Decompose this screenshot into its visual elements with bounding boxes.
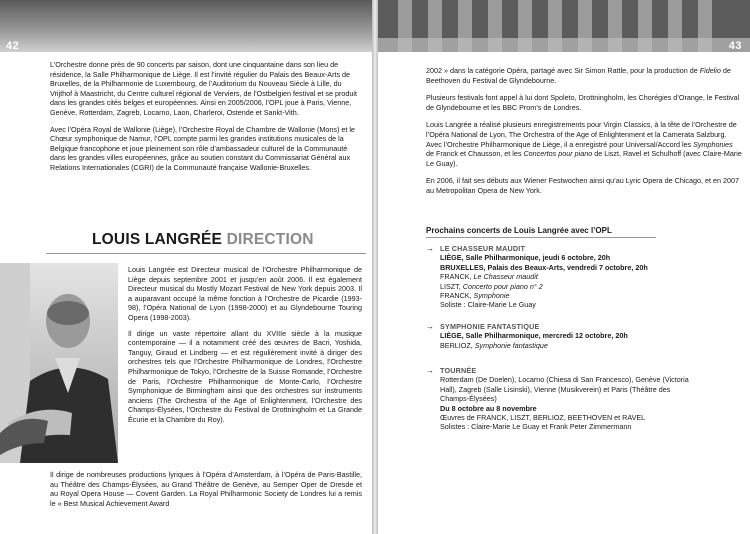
concert-block-3: [426, 366, 736, 432]
career-paragraph-3-italic-1: Symphonies: [693, 139, 733, 149]
concert-soloist: Soliste : Claire-Marie Le Guay: [440, 300, 536, 310]
right-page: [378, 0, 750, 534]
career-paragraph-4: En 2006, il fait ses débuts aux Wiener Festwochen ainsi qu’au Lyric Opera de Chicago, et en 2007 au Metropolitan Opera de New York.: [426, 176, 739, 195]
composer: FRANCK,: [440, 272, 474, 282]
bio-continued-text: Il dirige de nombreuses productions lyriques à l’Opéra d’Amsterdam, à l’Opéra de Paris-Bastille, au Théâtre des Champs-Élysées, au Grand Théâtre de Genève, au Semper Oper de Dresde et au Royal Opera House — Covent Garden. La Royal Philharmonic Society de Londres lui a remis le « Best Musical Achievement Award: [50, 470, 362, 508]
concert-work: [440, 291, 736, 300]
concert-title: SYMPHONIE FANTASTIQUE: [440, 322, 540, 331]
heading-role: DIRECTION: [226, 231, 314, 248]
intro-paragraph-2: Avec l’Opéra Royal de Wallonie (Liège), l’Orchestre Royal de Chambre de Wallonie (Mons) et le Chœur symphonique de Namur, l’OPL compte parmi les grandes institutions musicales de la Belgique francophone et joue pleinement son rôle d’ambassadeur culturel de la Communauté dans les grandes villes européennes, grâce au soutien constant du Commissariat Général aux Relations Internationales (CGRI) de la Communauté française Wallonie-Bruxelles.: [50, 124, 355, 172]
concert-work: [440, 341, 736, 350]
intro-text: [50, 60, 360, 180]
career-paragraph-1-text-b: de Beethoven du Festival de Glyndebourne.: [426, 66, 731, 85]
conductor-portrait-image: [0, 263, 118, 463]
concert-venue-date: BRUXELLES, Palais des Beaux-Arts, vendredi 7 octobre, 20h: [440, 262, 648, 272]
career-paragraph-1-text-a: 2002 » dans la catégorie Opéra, partagé avec Sir Simon Rattle, pour la production de: [426, 66, 700, 75]
bio-paragraph-2: Il dirige un vaste répertoire allant du XVIIIe siècle à la musique contemporaine — il a notamment créé des œuvres de Bacri, Yoshida, Tanguy, Giraud et Lindberg — et est régulièrement invité à diriger des orchestres tels que l’Orchestre Philharmonique de Londres, l’Orchestre Philharmonique de Tokyo, l’Orchestre de la Suisse Romande, l’Orchestre de Paris, l’Orchestre Philharmonique de Monte-Carlo, l’Orchestre Symphonique de Birmingham ainsi que des orchestres sur instruments anciens (The Orchestra of the Age of Enlightenment, l’Orchestre des Champs-Élysées, l’Orchestre du Festival de Drottningholm et La Grande Écurie et la Chambre du Roy).: [128, 328, 362, 424]
concert-venue-date: LIÈGE, Salle Philharmonique, jeudi 6 octobre, 20h: [440, 253, 611, 263]
tour-works: Œuvres de FRANCK, LISZT, BERLIOZ, BEETHOVEN et RAVEL: [440, 413, 646, 423]
career-paragraph-2: Plusieurs festivals font appel à lui dont Spoleto, Drottningholm, les Chorégies d’Orange, le Festival de Glyndebourne et les BBC Prom’s de Londres.: [426, 93, 740, 112]
tour-soloists: Solistes : Claire-Marie Le Guay et Frank Peter Zimmermann: [440, 422, 632, 432]
arrow-right-icon: →: [426, 244, 434, 253]
career-text: [426, 66, 742, 204]
tour-dates: Du 8 octobre au 8 novembre: [440, 403, 537, 413]
page-number-right: 43: [728, 40, 742, 52]
career-paragraph-3-italic-2: Concertos pour piano: [523, 149, 593, 159]
concert-venue-date: LIÈGE, Salle Philharmonique, mercredi 12 octobre, 20h: [440, 331, 628, 341]
career-paragraph-3: [426, 120, 742, 168]
concert-title: TOURNÉE: [440, 366, 477, 375]
work-title: Le Chasseur maudit: [473, 272, 538, 282]
upcoming-concerts-heading: Prochains concerts de Louis Langrée avec l’OPL: [426, 226, 612, 235]
page-number-left: 42: [6, 40, 20, 52]
composer: BERLIOZ,: [440, 340, 475, 350]
conductor-photo: [0, 263, 118, 463]
heading-divider: [46, 253, 366, 254]
concert-work: [440, 282, 736, 291]
work-title: Symphonie fantastique: [474, 340, 548, 350]
right-header-band: [378, 0, 750, 52]
upcoming-concerts-divider: [426, 237, 656, 238]
intro-paragraph-1: L’Orchestre donne près de 90 concerts par saison, dont une cinquantaine dans son lieu de résidence, la Salle Philharmonique de Liège. Il est l’invité régulier du Palais des Beaux-Arts de Bruxelles, de la Philharmonie de Luxembourg, de l’Auditorium du Nouveau Siècle à Lille, du Vrijthof à Maastricht, du Centre culturel régional de Verviers, de l’Ostbelgien festival et se produit dans les grandes cités belges et européennes. Ainsi en 2005/2006, l’OPL joue à Paris, Vienne, Genève, Rotterdam, Zagreb, Locarno, Laon, Charleroi, Ostende et Sankt-Vith.: [50, 60, 357, 117]
concert-title: LE CHASSEUR MAUDIT: [440, 244, 526, 253]
work-title: Concerto pour piano n° 2: [462, 281, 543, 291]
tour-venues: Rotterdam (De Doelen), Locarno (Chiesa di San Francesco), Genève (Victoria Hall), Zagreb (Salle Lisinski), Vienne (Musikverein) et Paris (Théâtre des Champs-Élysées): [440, 375, 689, 404]
bio-text: [128, 265, 362, 431]
arrow-right-icon: →: [426, 322, 434, 331]
left-header-band: [0, 0, 372, 52]
career-paragraph-1-italic: Fidelio: [699, 66, 721, 75]
concert-work: [440, 272, 736, 281]
concert-block-1: [426, 244, 736, 310]
composer: LISZT,: [440, 281, 463, 291]
career-paragraph-3-text-b: de Franck et Chausson, et les: [426, 149, 524, 159]
section-heading: [92, 231, 314, 249]
concert-block-2: [426, 322, 736, 350]
left-page: [0, 0, 372, 534]
bio-paragraph-1: Louis Langrée est Directeur musical de l’Orchestre Philharmonique de Liège depuis septembre 2001 et jusqu’en août 2006. Il est également Directeur musical du Mostly Mozart Festival de New York depuis 2003. Il a auparavant occupé la même fonction à l’Orchestre de Picardie (1993-98), l’Opéra National de Lyon (1998-2000) et au Glyndebourne Touring Opera (1998-2003).: [128, 265, 362, 322]
composer: FRANCK,: [440, 291, 474, 301]
work-title: Symphonie: [473, 291, 510, 301]
career-paragraph-3-text-a: Louis Langrée a réalisé plusieurs enregistrements pour Virgin Classics, à la tête de l’Orchestre de l’Opéra National de Lyon, The Orchestra of the Age of Enlightenment et la Camerata Salzburg. Avec l’Orchestre Philharmonique de Liège, il a enregistré pour Universal/Accord les: [426, 120, 737, 149]
heading-name: LOUIS LANGRÉE: [92, 231, 223, 248]
career-paragraph-1: [426, 66, 742, 85]
arrow-right-icon: →: [426, 366, 434, 375]
organ-pipes-image: [378, 0, 750, 52]
career-paragraph-3-text-c: de Liszt, Ravel et Schulhoff (avec Claire-Marie Le Guay).: [426, 149, 742, 168]
